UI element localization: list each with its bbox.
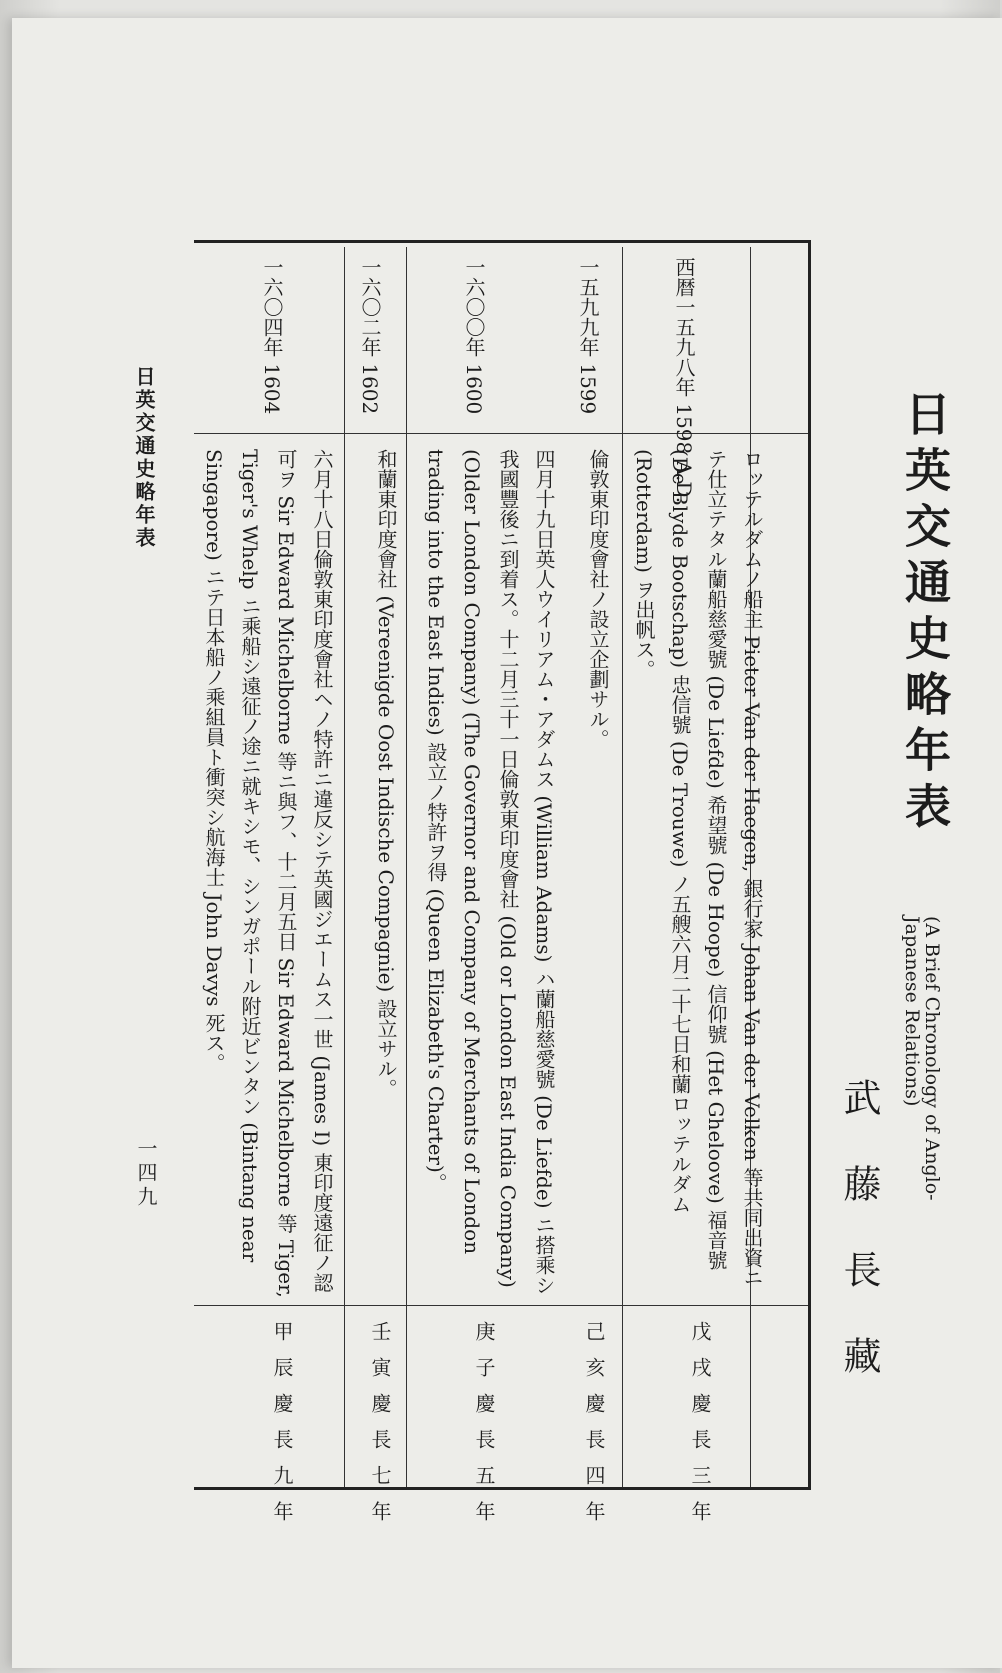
year-cell — [358, 257, 382, 414]
chronology-table — [194, 240, 811, 1537]
year-cell — [462, 257, 486, 414]
era-cell: 己亥慶長四年 — [582, 1321, 606, 1537]
column-divider — [406, 247, 407, 1487]
header-divider — [194, 433, 808, 434]
author-name: 武藤長藏 — [837, 1078, 881, 1422]
year-label: 一五九九年 1599 — [576, 257, 600, 415]
year-label: 一六〇四年 1604 — [260, 257, 284, 415]
event-cell: 倫敦東印度會社ノ設立企劃サル。 — [586, 449, 610, 749]
page-title: 日英交通史略年表 — [898, 390, 952, 838]
event-cell: ロッテルダムノ船主 Pieter Van der Haegen, 銀行家 Johan Van der Velken 等共同出資ニテ仕立テタル蘭船慈愛號 (De Liefde) 希望號 (De Hoope) 信仰號 (Het Gheloove) 福音號 (De Blyde Bootschap) 忠信號 (De Trouwe) ノ五艘六月二十七日和蘭ロッテルダム (Rotterdam) ヲ出帆ス。 — [632, 449, 764, 1288]
running-head: 日英交通史略年表 — [132, 366, 156, 550]
page-number: 一四九 — [134, 1138, 158, 1210]
era-cell: 庚子慶長五年 — [472, 1321, 496, 1537]
event-cell: 和蘭東印度會社 (Vereenigde Oost Indische Compagnie) 設立サル。 — [374, 449, 398, 1099]
book-page — [12, 18, 1002, 1668]
era-cell: 戊戌慶長三年 — [688, 1321, 712, 1537]
english-subtitle: (A Brief Chronology of Anglo-Japanese Relations) — [901, 916, 943, 1201]
year-cell — [260, 257, 284, 414]
event-cell: 四月十九日英人ウイリアム・アダムス (William Adams) ハ蘭船慈愛號 (De Liefde) ニ搭乘シ我國豐後ニ到着ス。十二月三十一日倫敦東印度會社 (Old or London East India Company) (Older London Company) (The Governor and Company of Merchants of London trading into the East Indies) 設立ノ特許ヲ得 (Queen Elizabeth's Charter)。 — [424, 449, 556, 1295]
year-label: 一六〇〇年 1600 — [462, 257, 486, 415]
era-cell: 壬寅慶長七年 — [368, 1321, 392, 1537]
column-divider — [344, 247, 345, 1487]
year-label: 西暦一五九八年 1598 A.D. — [672, 257, 696, 504]
year-cell — [576, 257, 600, 414]
column-divider — [622, 247, 623, 1487]
era-divider — [194, 1305, 808, 1306]
event-cell: 六月十八日倫敦東印度會社ヘノ特許ニ違反シテ英國ジエームス一世 (James I) 東印度遠征ノ認可ヲ Sir Edward Michelborne 等ニ與フ、十二月五日 Sir Edward Michelborne 等 Tiger, Tiger's Whelp ニ乘船シ遠征ノ途ニ就キシモ、シンガポール附近ビンタン (Bintang near Singapore) ニテ日本船ノ乘組員ト衝突シ航海士 John Davys 死ス。 — [202, 449, 334, 1298]
era-cell: 甲辰慶長九年 — [270, 1321, 294, 1537]
year-label: 一六〇二年 1602 — [358, 257, 382, 415]
